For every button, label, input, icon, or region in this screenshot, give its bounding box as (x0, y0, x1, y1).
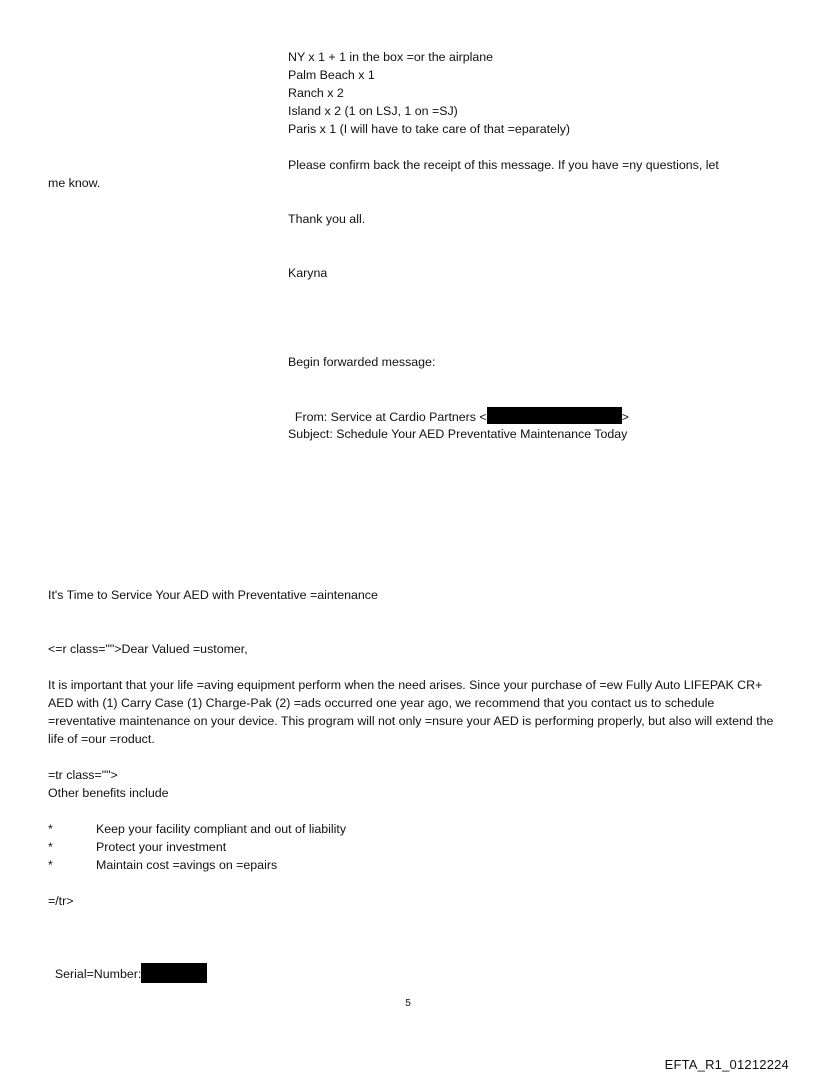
bullet-marker: * (48, 858, 53, 872)
signature-name: Karyna (288, 266, 328, 280)
email-greeting: <=r class="">Dear Valued =ustomer, (48, 642, 248, 656)
item-line-palm-beach: Palm Beach x 1 (288, 68, 375, 82)
forwarded-message-label: Begin forwarded message: (288, 355, 436, 369)
serial-number-line (48, 945, 207, 983)
serial-label: Serial=Number: (54, 967, 142, 981)
tr-open-tag: =tr class=""> (48, 768, 118, 782)
from-suffix: > (621, 410, 629, 424)
tr-close-tag: =/tr> (48, 894, 74, 908)
bates-stamp: EFTA_R1_01212224 (664, 1057, 789, 1072)
email-paragraph: It is important that your life =aving equipment perform when the need arises. Since your purchase of =ew Fully Auto LIFEPAK CR+ AED with (1) Carry Case (1) Charge-Pak (2) =ads occurred one year ago, we recommend that you contact us to schedule =reventative maintenance on your device. This program will not only =nsure your AED is performing properly, but also will extend the life of =our =roduct. (48, 678, 774, 746)
confirm-line-1: Please confirm back the receipt of this message. If you have =ny questions, let (288, 158, 719, 172)
redaction-block (487, 407, 622, 424)
item-line-ranch: Ranch x 2 (288, 86, 344, 100)
confirm-line-2: me know. (48, 176, 101, 190)
item-line-island: Island x 2 (1 on LSJ, 1 on =SJ) (288, 104, 458, 118)
benefits-intro: Other benefits include (48, 786, 169, 800)
benefit-item: Maintain cost =avings on =epairs (96, 858, 278, 872)
subject-line: Subject: Schedule Your AED Preventative Maintenance Today (288, 427, 628, 441)
item-line-paris: Paris x 1 (I will have to take care of that =eparately) (288, 122, 571, 136)
thanks-line: Thank you all. (288, 212, 366, 226)
redaction-block (141, 963, 207, 983)
email-headline: It's Time to Service Your AED with Preventative =aintenance (48, 588, 378, 602)
benefit-item: Keep your facility compliant and out of liability (96, 822, 347, 836)
item-line-ny: NY x 1 + 1 in the box =or the airplane (288, 50, 494, 64)
bullet-marker: * (48, 840, 53, 854)
from-prefix: From: Service at Cardio Partners < (294, 410, 487, 424)
from-line (288, 389, 629, 426)
bullet-marker: * (48, 822, 53, 836)
benefit-item: Protect your investment (96, 840, 227, 854)
page-number: 5 (405, 998, 411, 1009)
